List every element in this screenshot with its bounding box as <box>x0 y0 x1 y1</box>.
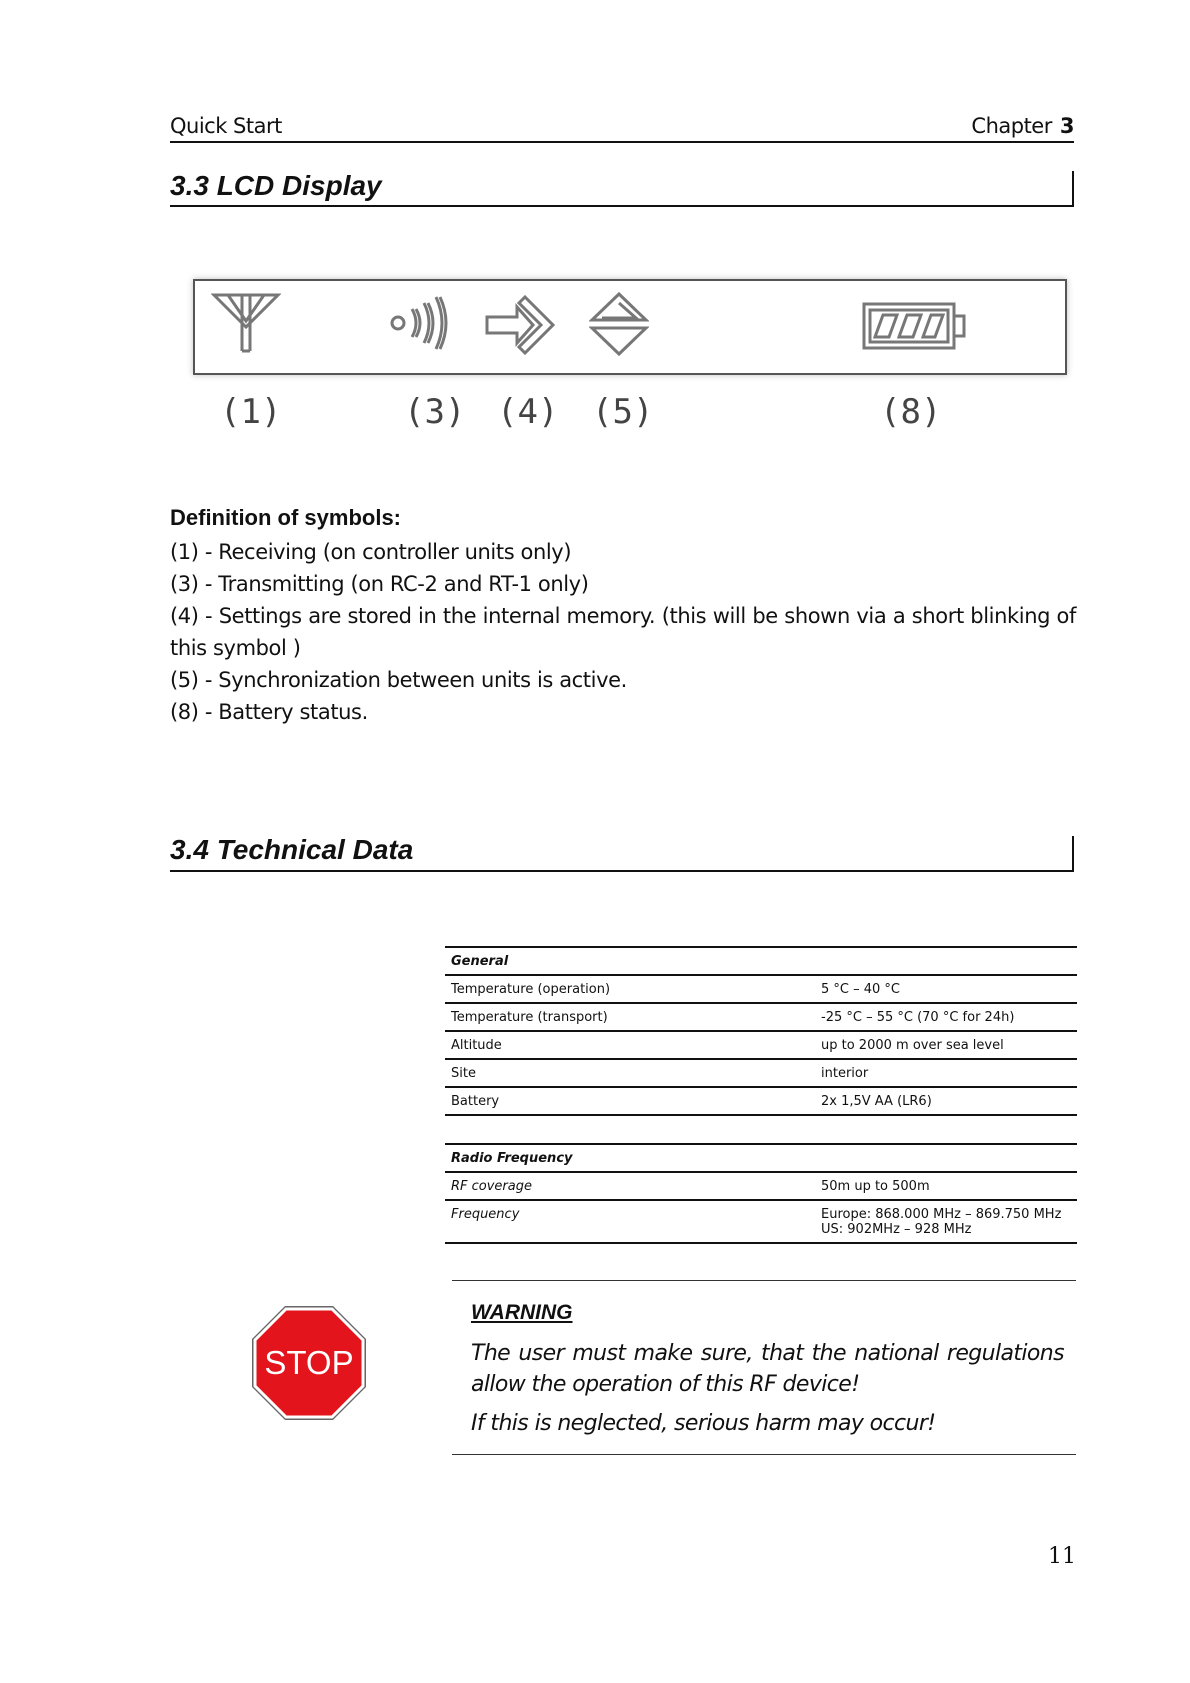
table-header-row <box>445 1144 1077 1172</box>
table-cell-value: 50m up to 500m <box>815 1172 1077 1200</box>
definitions-list <box>170 536 1076 728</box>
lcd-label-5: (5) <box>592 392 654 432</box>
warning-text: The user must make sure, that the national regulations allow the operation of this RF device! <box>471 1341 1064 1397</box>
definition-item: (3) - Transmitting (on RC-2 and RT-1 only) <box>170 572 589 596</box>
table-cell-value: 5 °C – 40 °C <box>815 975 1077 1003</box>
antenna-icon <box>211 291 281 353</box>
table-header-row <box>445 947 1077 975</box>
table-row <box>445 1031 1077 1059</box>
sync-arrows-icon <box>589 291 649 357</box>
lcd-label-3: (3) <box>404 392 466 432</box>
definition-item: (1) - Receiving (on controller units only) <box>170 540 572 564</box>
table-cell-value: -25 °C – 55 °C (70 °C for 24h) <box>815 1003 1077 1031</box>
table-cell-value: up to 2000 m over sea level <box>815 1031 1077 1059</box>
table-row <box>445 1200 1077 1243</box>
stop-sign-text: STOP <box>264 1344 354 1381</box>
lcd-label-4: (4) <box>497 392 559 432</box>
table-spacer <box>445 1115 1077 1144</box>
header-rule <box>170 141 1074 143</box>
table-row <box>445 1059 1077 1087</box>
frequency-us: US: 902MHz – 928 MHz <box>821 1222 972 1237</box>
table-cell-label: Temperature (operation) <box>445 975 815 1003</box>
table-row <box>445 1003 1077 1031</box>
section-rule-tick <box>1072 171 1074 207</box>
lcd-label-1: (1) <box>220 392 282 432</box>
page-number: 11 <box>1048 1544 1076 1569</box>
lcd-label-8: (8) <box>880 392 942 432</box>
warning-text: If this is neglected, serious harm may occur! <box>471 1411 936 1436</box>
section-title-lcd-display: 3.3 LCD Display <box>170 170 382 201</box>
lcd-display-figure <box>193 279 1067 375</box>
definitions-title: Definition of symbols: <box>170 505 401 530</box>
definition-item: (4) - Settings are stored in the internal memory. (this will be shown via a short blinking of this symbol ) <box>170 604 1076 660</box>
stop-sign-icon <box>250 1304 368 1422</box>
chapter-number: 3 <box>1059 114 1074 138</box>
table-cell-label: Temperature (transport) <box>445 1003 815 1031</box>
chapter-label: Chapter <box>971 114 1052 138</box>
definition-item: (5) - Synchronization between units is active. <box>170 668 627 692</box>
table-cell-label: Site <box>445 1059 815 1087</box>
warning-rule-top <box>452 1280 1076 1281</box>
memory-arrow-icon <box>485 295 571 355</box>
table-cell-label: Battery <box>445 1087 815 1115</box>
battery-icon <box>861 301 971 351</box>
warning-title: WARNING <box>471 1301 573 1324</box>
transmit-waves-icon <box>390 295 460 351</box>
table-row <box>445 975 1077 1003</box>
table-cell-label: Frequency <box>445 1200 815 1243</box>
technical-data-table <box>445 946 1077 1244</box>
table-header-radio-frequency: Radio Frequency <box>445 1144 1077 1172</box>
table-cell-label: RF coverage <box>445 1172 815 1200</box>
table-header-general: General <box>445 947 1077 975</box>
section-rule-tick <box>1072 836 1074 872</box>
warning-body <box>471 1338 1064 1447</box>
running-header-chapter <box>971 114 1074 138</box>
definition-item: (8) - Battery status. <box>170 700 368 724</box>
table-cell-value <box>815 1200 1077 1243</box>
table-cell-label: Altitude <box>445 1031 815 1059</box>
table-row <box>445 1172 1077 1200</box>
table-row <box>445 1087 1077 1115</box>
running-header-title: Quick Start <box>170 114 282 138</box>
table-cell-value: 2x 1,5V AA (LR6) <box>815 1087 1077 1115</box>
table-cell-value: interior <box>815 1059 1077 1087</box>
section-title-technical-data: 3.4 Technical Data <box>170 834 414 865</box>
warning-rule-bottom <box>452 1454 1076 1455</box>
section-rule <box>170 870 1074 872</box>
frequency-europe: Europe: 868.000 MHz – 869.750 MHz <box>821 1207 1062 1222</box>
section-rule <box>170 205 1074 207</box>
